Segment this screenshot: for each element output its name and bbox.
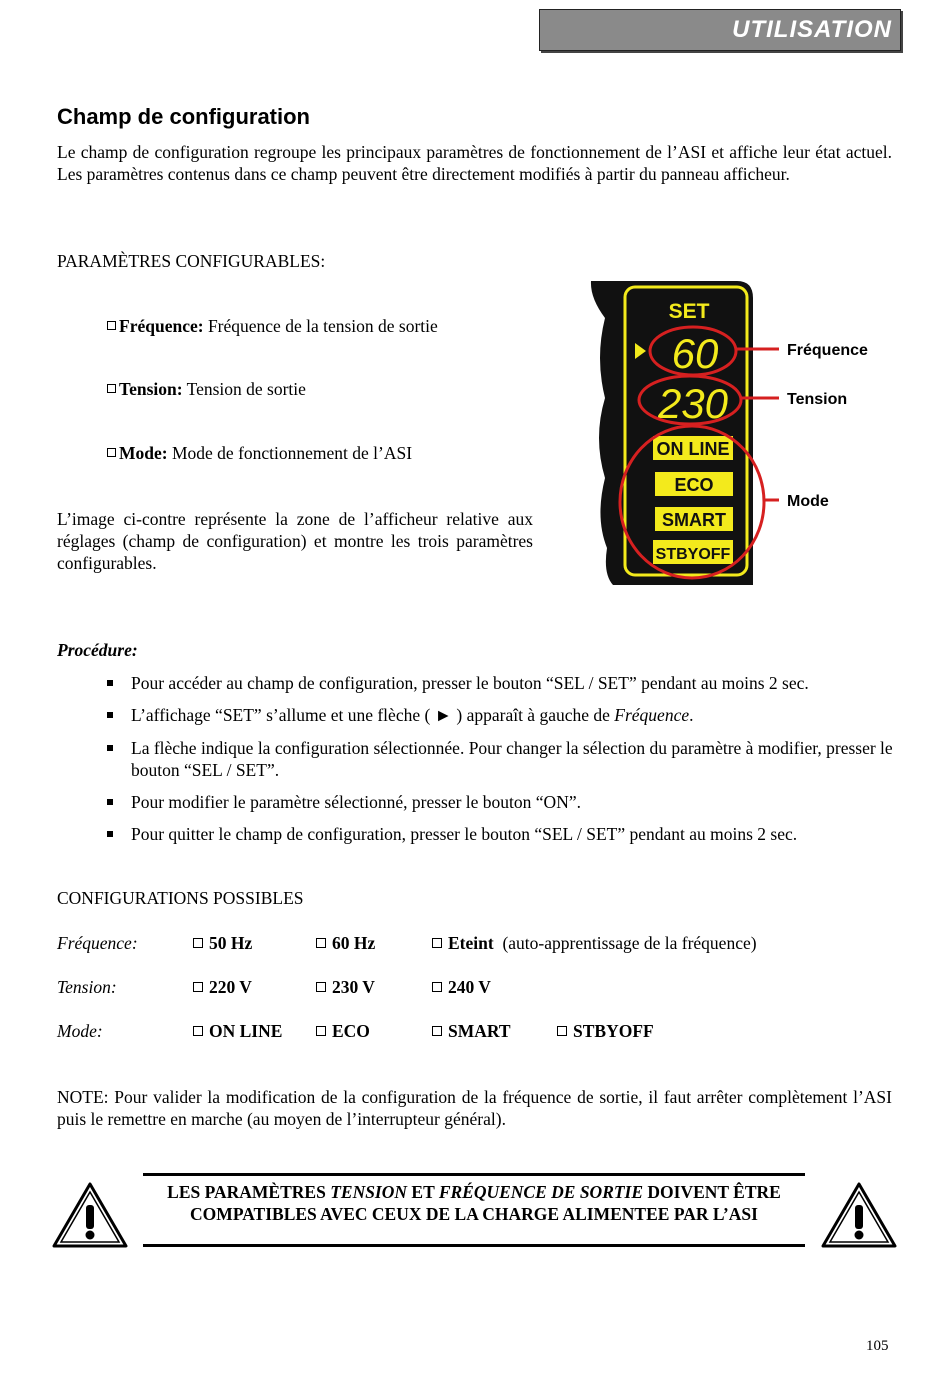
frequency-readout: 60 bbox=[671, 330, 719, 377]
param-label: Tension: bbox=[119, 379, 183, 399]
configs-title: CONFIGURATIONS POSSIBLES bbox=[57, 888, 304, 908]
frequency-callout-label: Fréquence bbox=[787, 342, 868, 359]
config-row-label: Mode: bbox=[57, 1021, 103, 1041]
config-option-label: STBYOFF bbox=[573, 1021, 654, 1041]
config-option bbox=[432, 933, 757, 954]
step-text-part: L’affichage “SET” s’allume et une flèche ( ► ) apparaît à gauche de bbox=[131, 705, 615, 725]
config-option bbox=[316, 1021, 370, 1042]
config-option bbox=[193, 933, 252, 954]
warning-box bbox=[143, 1173, 805, 1247]
config-row-label: Tension: bbox=[57, 977, 117, 997]
config-option-note: (auto-apprentissage de la fréquence) bbox=[502, 933, 757, 953]
procedure-step-text: La flèche indique la configuration sélectionnée. Pour changer la sélection du paramètre à modifier, presser le bouton “SEL / SET”. bbox=[131, 738, 893, 780]
config-option bbox=[432, 1021, 511, 1042]
checkbox-icon bbox=[193, 938, 203, 948]
section-header-tab bbox=[539, 9, 901, 51]
square-bullet-icon bbox=[107, 831, 113, 837]
voltage-callout-label: Tension bbox=[787, 391, 848, 408]
param-item-voltage bbox=[107, 379, 306, 400]
config-option bbox=[557, 1021, 654, 1042]
checkbox-bullet-icon bbox=[107, 448, 116, 457]
mode-eco-label: ECO bbox=[674, 475, 714, 495]
param-text: Mode de fonctionnement de l’ASI bbox=[167, 443, 413, 463]
checkbox-bullet-icon bbox=[107, 384, 116, 393]
param-item-mode bbox=[107, 443, 412, 464]
procedure-step bbox=[107, 672, 893, 694]
param-text: Tension de sortie bbox=[182, 379, 306, 399]
warning-text-part: LES PARAMÈTRES bbox=[167, 1182, 331, 1202]
config-option bbox=[432, 977, 491, 998]
procedure-step-text: Pour quitter le champ de configuration, presser le bouton “SEL / SET” pendant au moins 2 sec. bbox=[131, 824, 798, 844]
checkbox-icon bbox=[432, 982, 442, 992]
param-text: Fréquence de la tension de sortie bbox=[203, 316, 438, 336]
config-option-label: 230 V bbox=[332, 977, 375, 997]
warning-triangle-icon bbox=[51, 1181, 129, 1249]
params-title: PARAMÈTRES CONFIGURABLES: bbox=[57, 251, 326, 271]
warning-text bbox=[143, 1181, 805, 1225]
config-option-label: 60 Hz bbox=[332, 933, 376, 953]
config-option-label: Eteint bbox=[448, 933, 494, 953]
warning-text-part: ET bbox=[407, 1182, 439, 1202]
warning-text-italic: FRÉQUENCE DE SORTIE bbox=[438, 1182, 644, 1202]
warning-text-italic: TENSION bbox=[330, 1182, 408, 1202]
step-text-part: . bbox=[689, 705, 694, 725]
mode-stbyoff-label: STBYOFF bbox=[655, 546, 731, 563]
config-option bbox=[316, 977, 375, 998]
mode-callout-label: Mode bbox=[787, 493, 829, 510]
section-title: Champ de configuration bbox=[57, 104, 310, 129]
step-text-italic: Fréquence bbox=[614, 705, 690, 725]
checkbox-icon bbox=[432, 938, 442, 948]
checkbox-icon bbox=[557, 1026, 567, 1036]
param-item-frequency bbox=[107, 316, 438, 337]
procedure-step bbox=[107, 791, 893, 813]
warning-triangle-icon bbox=[820, 1181, 898, 1249]
square-bullet-icon bbox=[107, 745, 113, 751]
mode-online-label: ON LINE bbox=[656, 439, 730, 459]
checkbox-icon bbox=[193, 982, 203, 992]
section-header-title: UTILISATION bbox=[732, 16, 892, 43]
procedure-step bbox=[107, 823, 893, 845]
procedure-step bbox=[107, 737, 893, 781]
config-option bbox=[193, 1021, 282, 1042]
config-option-label: 50 Hz bbox=[209, 933, 253, 953]
square-bullet-icon bbox=[107, 712, 113, 718]
checkbox-icon bbox=[432, 1026, 442, 1036]
param-label: Mode: bbox=[119, 443, 168, 463]
checkbox-icon bbox=[316, 938, 326, 948]
procedure-step bbox=[107, 704, 893, 726]
config-option-label: 240 V bbox=[448, 977, 491, 997]
procedure-step-text: Pour modifier le paramètre sélectionné, presser le bouton “ON”. bbox=[131, 792, 581, 812]
config-option-label: ECO bbox=[332, 1021, 370, 1041]
display-caption: L’image ci-contre représente la zone de l’afficheur relative aux réglages (champ de configuration) et montre les trois paramètres configurables. bbox=[57, 509, 533, 573]
warning-text-part: DOIVENT ÊTRE COMPATIBLES AVEC CEUX DE LA CHARGE ALIMENTEE PAR L’ASI bbox=[190, 1182, 781, 1224]
voltage-readout: 230 bbox=[657, 380, 729, 427]
note-paragraph: NOTE: Pour valider la modification de la configuration de la fréquence de sortie, il faut arrêter complètement l’ASI puis le remettre en marche (au moyen de l’interrupteur général). bbox=[57, 1087, 892, 1129]
checkbox-icon bbox=[316, 1026, 326, 1036]
checkbox-icon bbox=[193, 1026, 203, 1036]
procedure-title: Procédure: bbox=[57, 640, 138, 660]
mode-smart-label: SMART bbox=[662, 510, 726, 530]
config-display-illustration bbox=[585, 278, 885, 590]
config-row-label: Fréquence: bbox=[57, 933, 138, 953]
procedure-step-text: Pour accéder au champ de configuration, presser le bouton “SEL / SET” pendant au moins 2 sec. bbox=[131, 673, 809, 693]
set-indicator: SET bbox=[668, 300, 710, 323]
display-panel-background bbox=[591, 281, 753, 585]
checkbox-bullet-icon bbox=[107, 321, 116, 330]
checkbox-icon bbox=[316, 982, 326, 992]
page-number: 105 bbox=[866, 1338, 889, 1354]
param-label: Fréquence: bbox=[119, 316, 204, 336]
procedure-step-text bbox=[131, 704, 893, 726]
config-option-label: 220 V bbox=[209, 977, 252, 997]
config-option bbox=[316, 933, 375, 954]
config-option-label: SMART bbox=[448, 1021, 511, 1041]
square-bullet-icon bbox=[107, 799, 113, 805]
config-option bbox=[193, 977, 252, 998]
config-option-label: ON LINE bbox=[209, 1021, 283, 1041]
square-bullet-icon bbox=[107, 680, 113, 686]
intro-paragraph: Le champ de configuration regroupe les principaux paramètres de fonctionnement de l’ASI et affiche leur état actuel. Les paramètres contenus dans ce champ peuvent être directement modifiés à partir du panneau afficheur. bbox=[57, 142, 892, 184]
